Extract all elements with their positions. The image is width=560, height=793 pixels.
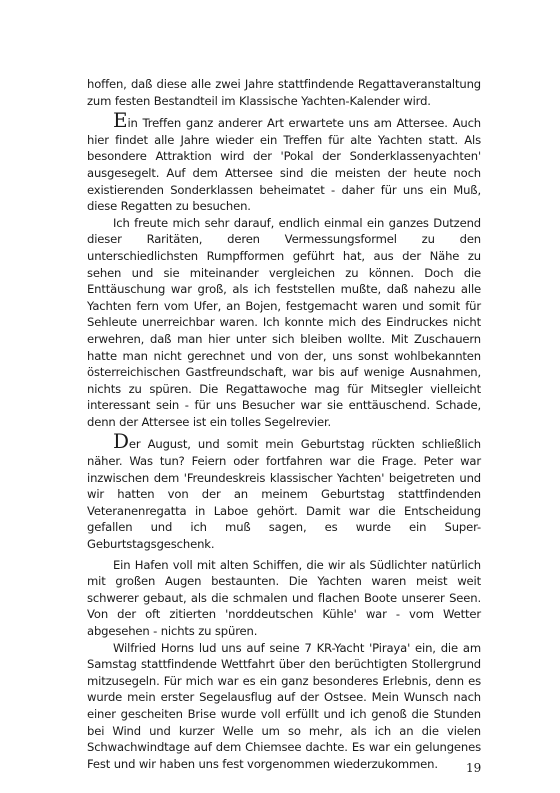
- paragraph-text: Ein Hafen voll mit alten Schiffen, die wir als Südlichter natürlich mit großen Augen bestaunten. Die Yachten waren meist weit schwerer gebaut, als die schmalen und flachen Boote unserer Seen. Von der oft zitierten 'norddeutschen Kühle' war - vom Wetter abgesehen - nichts zu spüren.: [87, 557, 481, 638]
- paragraph-text: hoffen, daß diese alle zwei Jahre stattfindende Regattaveranstaltung zum festen Bestandteil im Klassische Yachten-Kalender wird.: [87, 77, 481, 108]
- paragraph: [87, 640, 481, 773]
- paragraph: [87, 108, 481, 215]
- paragraph: [87, 215, 481, 431]
- paragraph-text: Wilfried Horns lud uns auf seine 7 KR-Yacht 'Piraya' ein, die am Samstag stattfindende Wettfahrt über den berüchtigten Stollergrund mitzusegeln. Für mich war es ein ganz besonderes Erlebnis, denn es wurde mein erster Segelausflug auf der Ostsee. Mein Wunsch nach einer gescheiten Brise wurde voll erfüllt und ich genoß die Stunden bei Wind und kurzer Welle um so mehr, als ich an die vielen Schwachwindtage auf dem Chiemsee dachte. Es war ein gelungenes Fest und wir haben uns fest vorgenommen wiederzukommen.: [87, 640, 481, 771]
- paragraph: [87, 429, 481, 552]
- paragraph-text: er August, und somit mein Geburtstag rückten schließlich näher. Was tun? Feiern oder fortfahren war die Frage. Peter war inzwischen dem 'Freundeskreis klassischer Yachten' beigetreten und wir hatten von der an meinem Geburtstag stattfindenden Veteranenregatta in Laboe gehört. Damit war die Entscheidung gefallen und ich muß sagen, es wurde ein Super-Geburtstagsgeschenk.: [87, 437, 481, 552]
- page-number: 19: [466, 761, 482, 775]
- paragraph: [87, 557, 481, 640]
- drop-cap: E: [113, 108, 128, 133]
- paragraph: [87, 76, 481, 109]
- paragraph-text: Ich freute mich sehr darauf, endlich einmal ein ganzes Dutzend dieser Raritäten, deren Vermessungsformel zu den unterschiedlichsten Rumpfformen geführt hat, aus der Nähe zu sehen und sie miteinander vergleichen zu können. Doch die Enttäuschung war groß, als ich feststellen mußte, daß nahezu alle Yachten fern vom Ufer, an Bojen, festgemacht waren und somit für Sehleute unerreichbar waren. Ich konnte mich des Eindruckes nicht erwehren, daß man hier unter sich bleiben wollte. Mit Zuschauern hatte man nicht gerechnet und von der, uns sonst wohlbekannten österreichischen Gastfreundschaft, war bis auf wenige Ausnahmen, nichts zu spüren. Die Regattawoche mag für Mitsegler vielleicht interessant sein - für uns Besucher war sie enttäuschend. Schade, denn der Attersee ist ein tolles Segelrevier.: [87, 215, 481, 429]
- paragraph-text: in Treffen ganz anderer Art erwartete uns am Attersee. Auch hier findet alle Jahre wieder ein Treffen für alte Yachten statt. Als besondere Attraktion wird der 'Pokal der Sonderklassenyachten' ausgesegelt. Auf dem Attersee sind die meisten der heute noch existierenden Sonderklassen beheimatet - daher für uns ein Muß, diese Regatten zu besuchen.: [87, 116, 481, 214]
- body-text: [87, 76, 481, 772]
- drop-cap: D: [113, 429, 129, 454]
